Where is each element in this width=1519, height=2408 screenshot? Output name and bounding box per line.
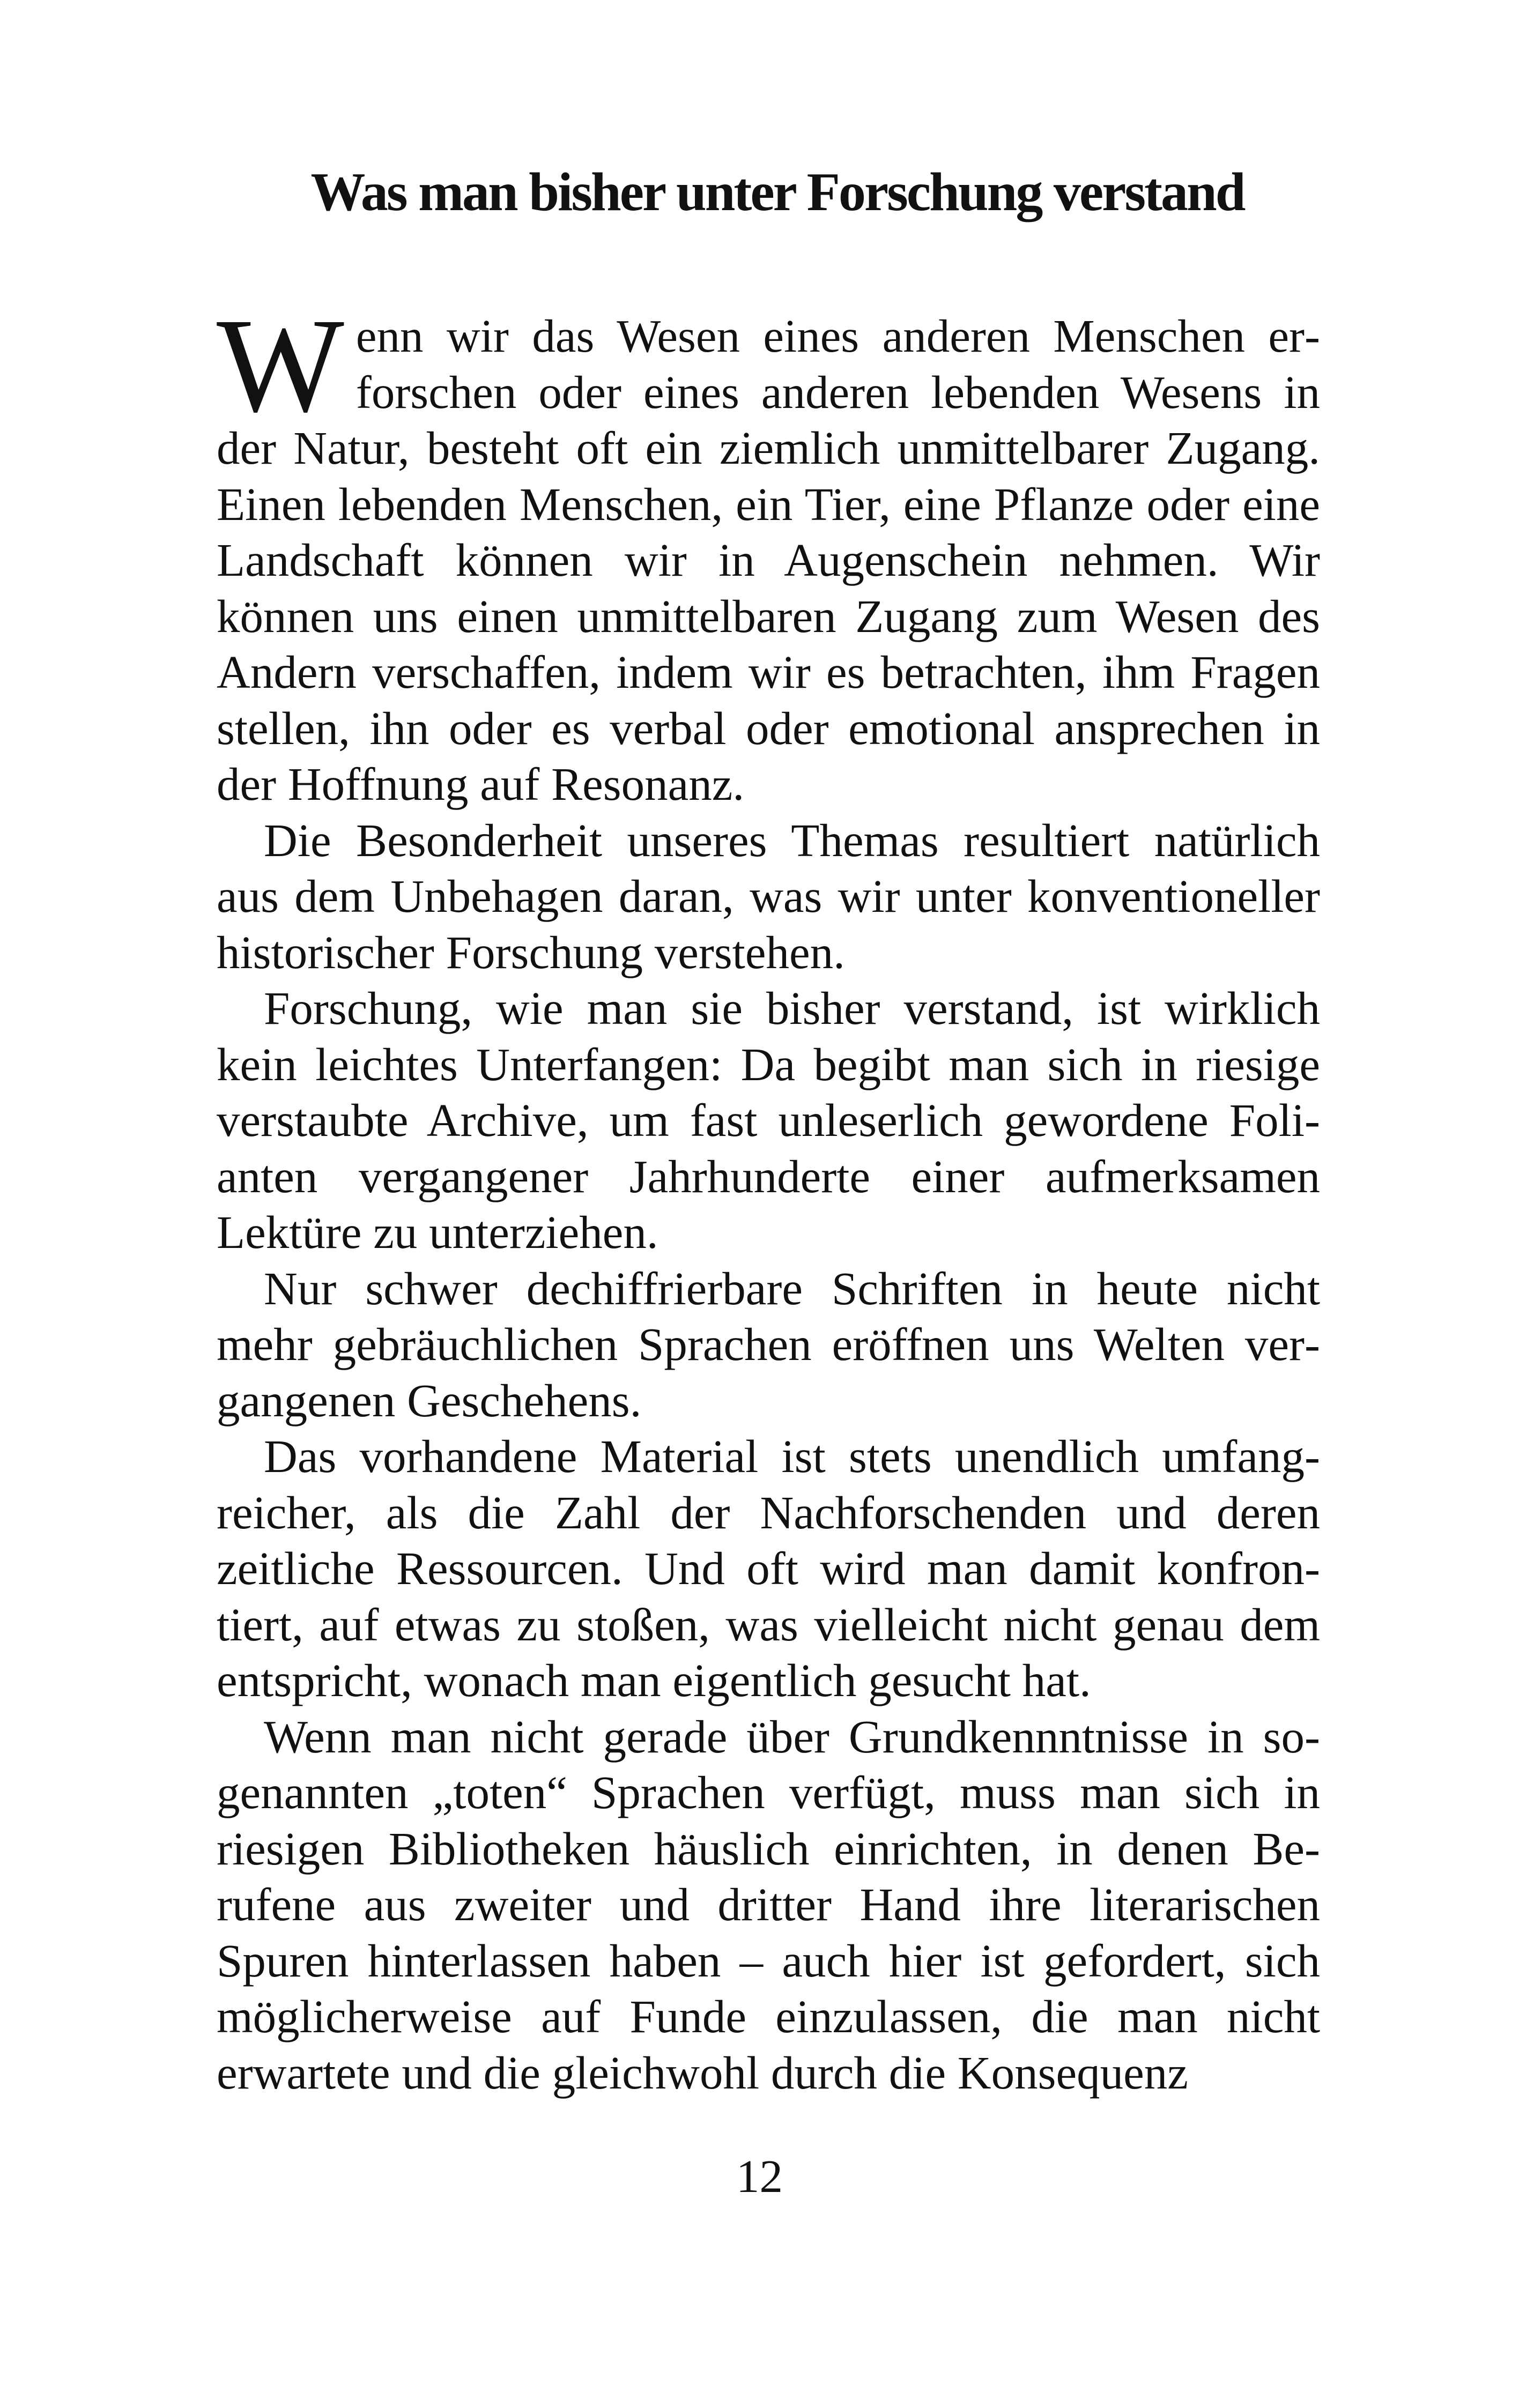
paragraph-5: Das vorhandene Material ist stets unendlich umfangreicher, als die Zahl der Nachforschenden und deren zeitliche Ressourcen. Und oft wird man damit konfrontiert, auf etwas zu stoßen, was vielleicht nicht genau dem entspricht, wonach man eigentlich gesucht hat.: [217, 1430, 1320, 1706]
paragraph-1: [217, 290, 1320, 813]
page-number: 12: [736, 2150, 783, 2202]
paragraph-3: Forschung, wie man sie bisher verstand, ist wirklich kein leichtes Unterfangen: Da begibt man sich in riesige verstaubte Archive, um fast unleserlich gewordene Folianten vergangener Jahrhunderte einer aufmerksamen Lektüre zu unterziehen.: [217, 982, 1320, 1258]
drop-cap: W: [217, 290, 344, 440]
paragraph-2: Die Besonderheit unseres Themas resultiert natürlich aus dem Unbehagen daran, was wir unter konventioneller historischer Forschung verstehen.: [217, 814, 1320, 978]
paragraph-1-text: enn wir das Wesen eines anderen Menschen erforschen oder eines anderen lebenden Wesens in der Natur, besteht oft ein ziemlich unmittelbarer Zugang. Einen lebenden Menschen, ein Tier, eine Pflanze oder eine Landschaft können wir in Augenschein nehmen. Wir können uns einen unmittelbaren Zugang zum Wesen des Andern verschaffen, indem wir es betrachten, ihm Fragen stellen, ihn oder es verbal oder emotional ansprechen in der Hoffnung auf Resonanz.: [217, 310, 1320, 810]
chapter-heading: Was man bisher unter Forschung verstand: [310, 162, 1244, 222]
paragraph-4: Nur schwer dechiffrierbare Schriften in heute nicht mehr gebräuchlichen Sprachen eröffnen uns Welten vergangenen Geschehens.: [217, 1262, 1320, 1426]
body-text: [217, 290, 1320, 2101]
paragraph-6: Wenn man nicht gerade über Grundkennntnisse in sogenannten „toten“ Sprachen verfügt, muss man sich in riesigen Bibliotheken häuslich einrichten, in denen Berufene aus zweiter und dritter Hand ihre literarischen Spuren hinterlassen haben – auch hier ist gefordert, sich möglicherweise auf Funde einzulassen, die man nicht erwartete und die gleichwohl durch die Konsequenz: [217, 1710, 1320, 2099]
